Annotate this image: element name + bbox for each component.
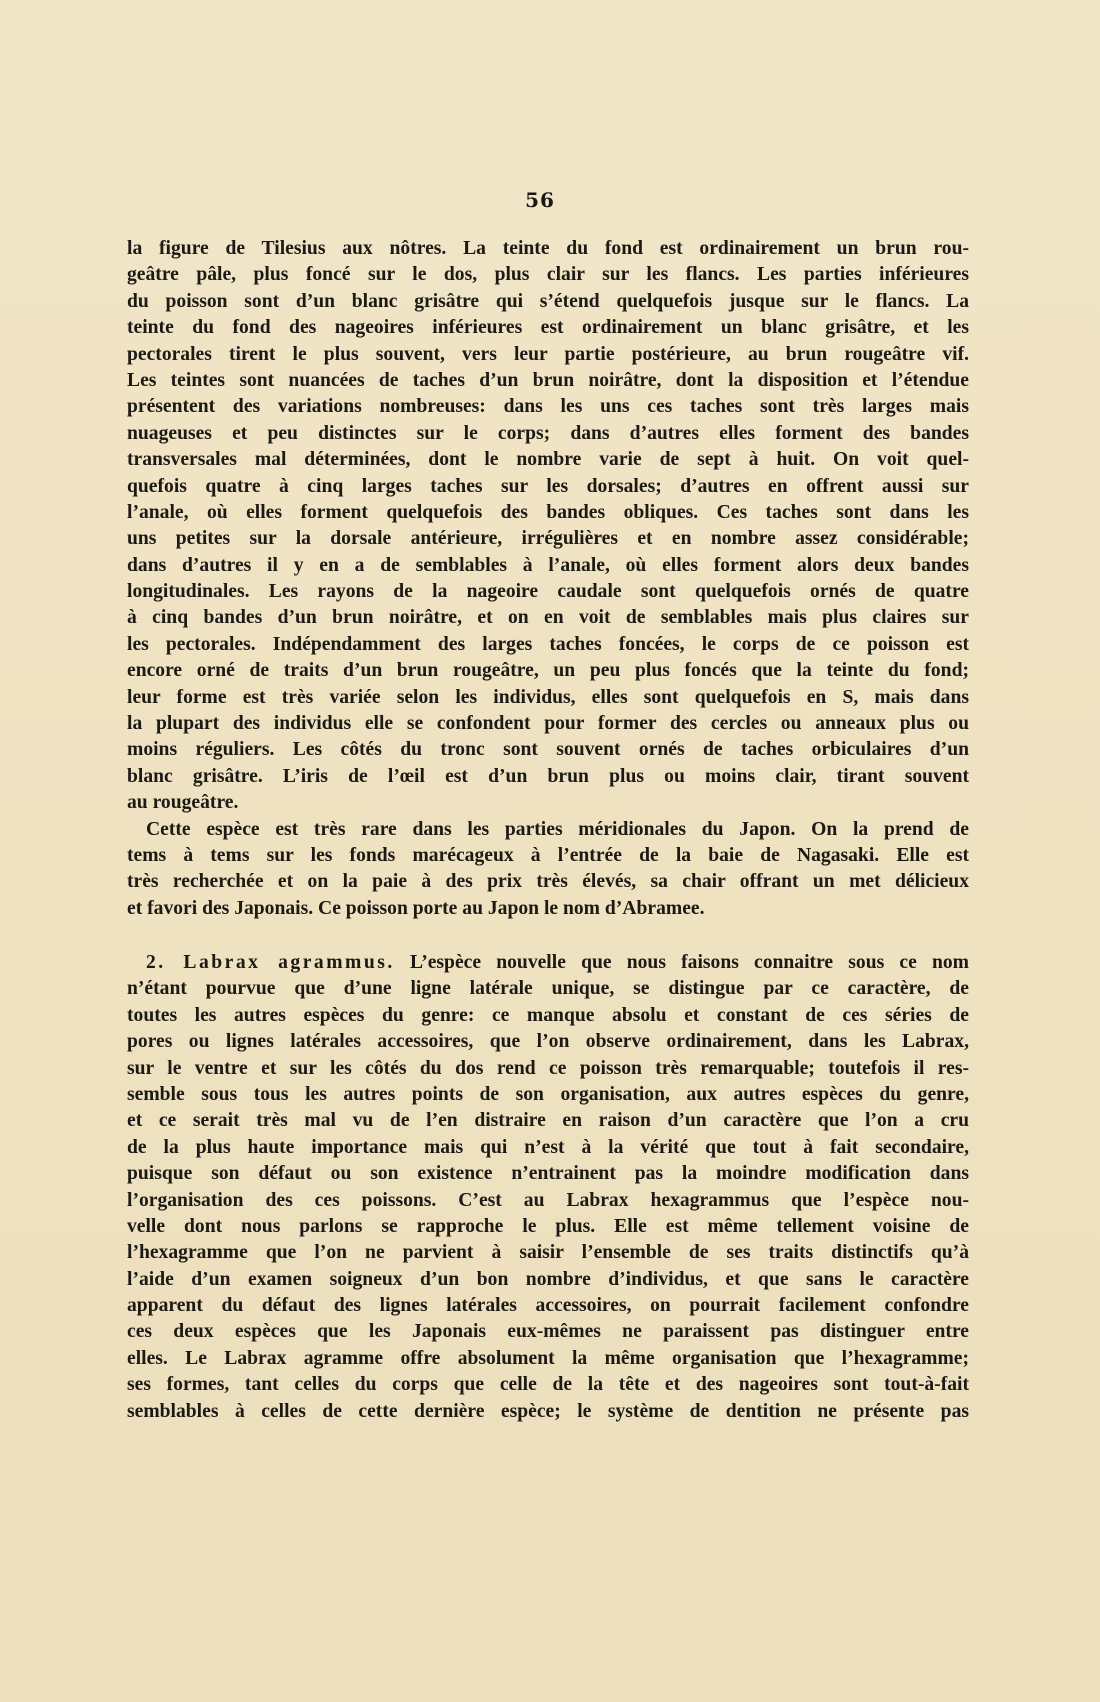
text-line-rest: L’espèce nouvelle que nous faisons connaitre sous ce nom: [394, 952, 969, 973]
text-line: quefois quatre à cinq larges taches sur les dorsales; d’autres en offrent aussi sur: [127, 475, 969, 497]
text-line: présentent des variations nombreuses: dans les uns ces taches sont très larges mais: [127, 396, 969, 418]
text-line: velle dont nous parlons se rapproche le plus. Elle est même tellement voisine de: [127, 1215, 969, 1237]
text-line: uns petites sur la dorsale antérieure, irrégulières et en nombre assez considérable;: [127, 528, 969, 550]
text-line: l’anale, où elles forment quelquefois des bandes obliques. Ces taches sont dans les: [127, 501, 969, 523]
text-line: sur le ventre et sur les côtés du dos rend ce poisson très remarquable; toutefois il res-: [127, 1057, 969, 1079]
species-heading: 2. Labrax agrammus.: [146, 952, 395, 973]
text-line: Cette espèce est très rare dans les parties méridionales du Japon. On la prend de: [146, 818, 969, 840]
text-line: semble sous tous les autres points de son organisation, aux autres espèces du genre,: [127, 1083, 969, 1105]
text-line: à cinq bandes d’un brun noirâtre, et on en voit de semblables mais plus claires sur: [127, 607, 969, 629]
text-line: blanc grisâtre. L’iris de l’œil est d’un brun plus ou moins clair, tirant souvent: [127, 765, 969, 787]
text-line: ces deux espèces que les Japonais eux-mêmes ne paraissent pas distinguer entre: [127, 1321, 969, 1343]
text-line: tems à tems sur les fonds marécageux à l’entrée de la baie de Nagasaki. Elle est: [127, 844, 969, 866]
text-line: l’organisation des ces poissons. C’est au Labrax hexagrammus que l’espèce nou-: [127, 1189, 969, 1211]
text-line: Les teintes sont nuancées de taches d’un brun noirâtre, dont la disposition et l’étendue: [127, 369, 969, 391]
text-line: longitudinales. Les rayons de la nageoire caudale sont quelquefois ornés de quatre: [127, 581, 969, 603]
text-line: nuageuses et peu distinctes sur le corps; dans d’autres elles forment des bandes: [127, 422, 969, 444]
text-line: [127, 950, 969, 976]
text-line: leur forme est très variée selon les individus, elles sont quelquefois en S, mais dans: [127, 686, 969, 708]
text-line: pores ou lignes latérales accessoires, que l’on observe ordinairement, dans les Labrax,: [127, 1031, 969, 1053]
text-line: apparent du défaut des lignes latérales accessoires, on pourrait facilement confondre: [127, 1295, 969, 1317]
text-line: dans d’autres il y en a de semblables à l’anale, où elles forment alors deux bandes: [127, 554, 969, 576]
text-line: et ce serait très mal vu de l’en distraire en raison d’un caractère que l’on a cru: [127, 1110, 969, 1132]
text-line: teinte du fond des nageoires inférieures est ordinairement un blanc grisâtre, et les: [127, 317, 969, 339]
text-line: toutes les autres espèces du genre: ce manque absolu et constant de ces séries de: [127, 1004, 969, 1026]
body-text: [127, 236, 969, 922]
text-line: pectorales tirent le plus souvent, vers leur partie postérieure, au brun rougeâtre vif.: [127, 343, 969, 365]
text-line: au rougeâtre.: [127, 792, 239, 814]
text-line: transversales mal déterminées, dont le nombre varie de sept à huit. On voit quel-: [127, 449, 969, 471]
text-line: l’hexagramme que l’on ne parvient à saisir l’ensemble de ses traits distinctifs qu’à: [127, 1242, 969, 1264]
text-line: encore orné de traits d’un brun rougeâtre, un peu plus foncés que la teinte du fond;: [127, 660, 969, 682]
text-line: puisque son défaut ou son existence n’entrainent pas la moindre modification dans: [127, 1163, 969, 1185]
text-line: n’étant pourvue que d’une ligne latérale unique, se distingue par ce caractère, de: [127, 978, 969, 1000]
text-line: du poisson sont d’un blanc grisâtre qui s’étend quelquefois jusque sur le flancs. La: [127, 290, 969, 312]
text-line: moins réguliers. Les côtés du tronc sont souvent ornés de taches orbiculaires d’un: [127, 739, 969, 761]
text-line: l’aide d’un examen soigneux d’un bon nombre d’individus, et que sans le caractère: [127, 1268, 969, 1290]
text-line: elles. Le Labrax agramme offre absolument la même organisation que l’hexagramme;: [127, 1347, 969, 1369]
text-line: la figure de Tilesius aux nôtres. La teinte du fond est ordinairement un brun rou-: [127, 238, 969, 259]
text-line: de la plus haute importance mais qui n’est à la vérité que tout à fait secondaire,: [127, 1136, 969, 1158]
text-line: geâtre pâle, plus foncé sur le dos, plus clair sur les flancs. Les parties inférieures: [127, 264, 969, 286]
text-line: et favori des Japonais. Ce poisson porte au Japon le nom d’Abramee.: [127, 897, 705, 919]
text-line: très recherchée et on la paie à des prix très élevés, sa chair offrant un met délicieux: [127, 871, 969, 893]
text-line: la plupart des individus elle se confondent pour former des cercles ou anneaux plus ou: [127, 713, 969, 735]
species-section: [127, 950, 969, 1425]
page-number: 56: [525, 188, 555, 212]
text-line: ses formes, tant celles du corps que celle de la tête et des nageoires sont tout-à-fait: [127, 1374, 969, 1396]
text-line: les pectorales. Indépendamment des larges taches foncées, le corps de ce poisson est: [127, 633, 969, 655]
text-line: semblables à celles de cette dernière espèce; le système de dentition ne présente pas: [127, 1400, 969, 1422]
